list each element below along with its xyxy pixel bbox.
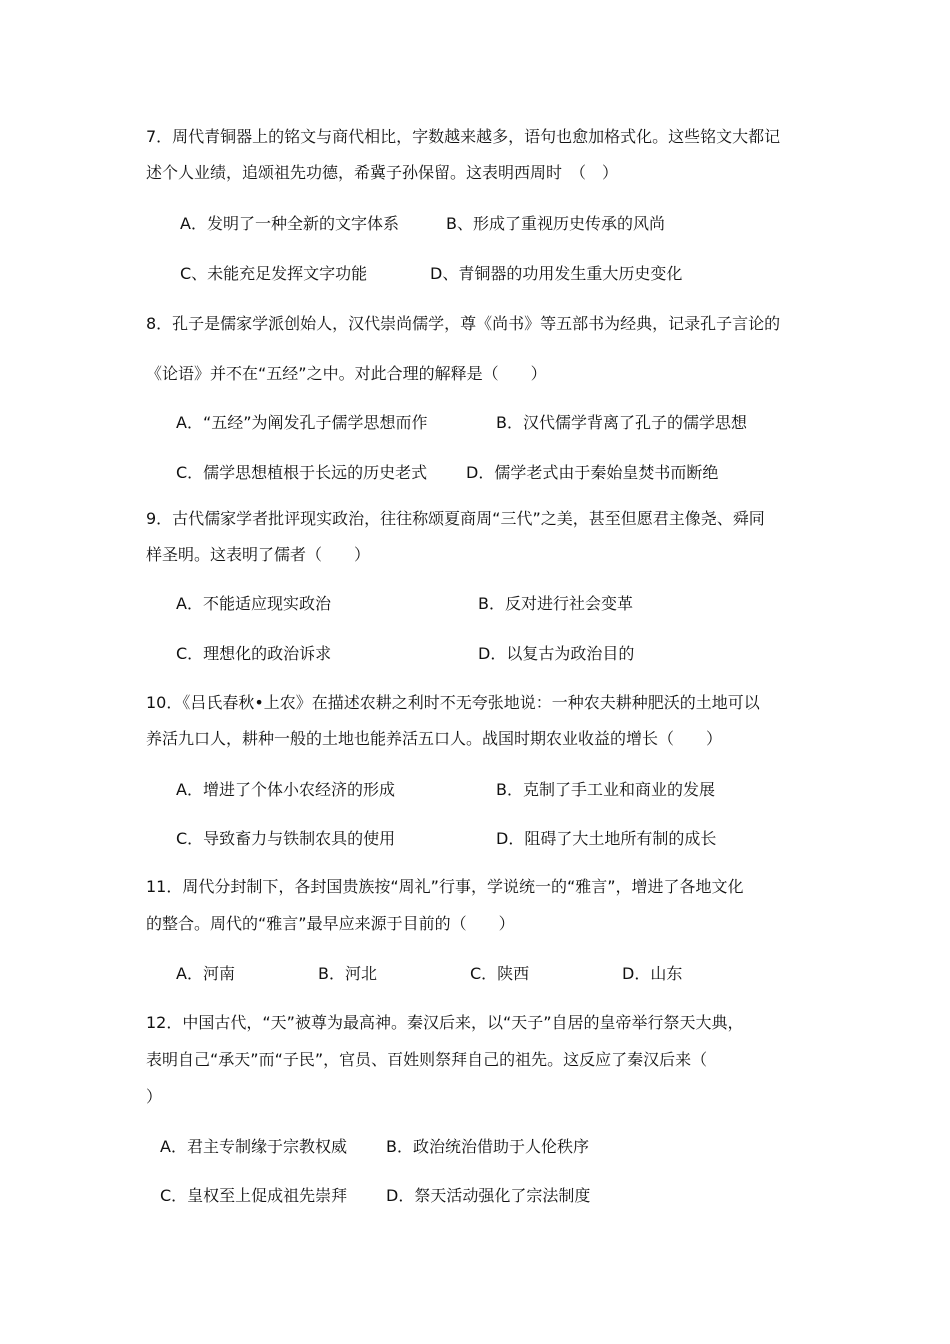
question-8-option-d: D．儒学老式由于秦始皇焚书而断绝 xyxy=(466,463,719,482)
question-9-option-c: C．理想化的政治诉求 xyxy=(176,644,332,663)
question-8-option-b: B．汉代儒学背离了孔子的儒学思想 xyxy=(496,413,747,432)
question-10-option-d: D．阻碍了大土地所有制的成长 xyxy=(496,829,717,848)
question-8-option-c: C．儒学思想植根于长远的历史老式 xyxy=(176,463,428,482)
question-12-option-c: C．皇权至上促成祖先崇拜 xyxy=(160,1186,348,1205)
question-9-line-2: 样圣明。这表明了儒者（ ） xyxy=(146,545,371,564)
question-12-line-1: 12．中国古代，“天”被尊为最高神。秦汉后来，以“天子”自居的皇帝举行祭天大典， xyxy=(146,1013,744,1032)
question-11-line-1: 11．周代分封制下，各封国贵族按“周礼”行事，学说统一的“雅言”，增进了各地文化 xyxy=(146,877,744,896)
question-10-line-1: 10．《吕氏春秋•上农》在描述农耕之利时不无夸张地说：一种农夫耕种肥沃的土地可以 xyxy=(146,693,760,712)
question-10-line-2: 养活九口人，耕种一般的土地也能养活五口人。战国时期农业收益的增长（ ） xyxy=(146,729,723,748)
question-12-option-d: D．祭天活动强化了宗法制度 xyxy=(386,1186,591,1205)
question-10-option-c: C．导致畜力与铁制农具的使用 xyxy=(176,829,396,848)
question-8-option-a: A．“五经”为阐发孔子儒学思想而作 xyxy=(176,413,428,432)
question-7-line-2: 述个人业绩，追颂祖先功德，希冀子孙保留。这表明西周时 （ ） xyxy=(146,163,619,182)
question-8-line-1: 8．孔子是儒家学派创始人，汉代崇尚儒学，尊《尚书》等五部书为经典，记录孔子言论的 xyxy=(146,314,781,333)
question-11-option-d: D．山东 xyxy=(622,964,683,983)
question-7-option-a: A．发明了一种全新的文字体系 xyxy=(180,214,399,233)
question-12-option-b: B．政治统治借助于人伦秩序 xyxy=(386,1137,589,1156)
question-10-option-a: A．增进了个体小农经济的形成 xyxy=(176,780,395,799)
question-11-option-a: A．河南 xyxy=(176,964,235,983)
question-9-option-a: A．不能适应现实政治 xyxy=(176,594,331,613)
question-9-option-d: D．以复古为政治目的 xyxy=(478,644,635,663)
question-8-line-2: 《论语》并不在“五经”之中。对此合理的解释是（ ） xyxy=(146,364,547,383)
question-7-line-1: 7．周代青铜器上的铭文与商代相比，字数越来越多，语句也愈加格式化。这些铭文大都记 xyxy=(146,127,781,146)
question-7-option-b: B、形成了重视历史传承的风尚 xyxy=(446,214,665,233)
question-11-option-b: B．河北 xyxy=(318,964,377,983)
question-7-option-d: D、青铜器的功用发生重大历史变化 xyxy=(430,264,683,283)
question-12-line-2: 表明自己“承天”而“子民”，官员、百姓则祭拜自己的祖先。这反应了秦汉后来（ xyxy=(146,1050,708,1069)
question-10-option-b: B．克制了手工业和商业的发展 xyxy=(496,780,715,799)
question-12-option-a: A．君主专制缘于宗教权威 xyxy=(160,1137,347,1156)
question-9-option-b: B．反对进行社会变革 xyxy=(478,594,633,613)
question-12-line-3: ） xyxy=(146,1087,163,1106)
question-11-line-2: 的整合。周代的“雅言”最早应来源于目前的（ ） xyxy=(146,914,515,933)
question-7-option-c: C、未能充足发挥文字功能 xyxy=(180,264,368,283)
question-9-line-1: 9．古代儒家学者批评现实政治，往往称颂夏商周“三代”之美，甚至但愿君主像尧、舜同 xyxy=(146,509,765,528)
question-11-option-c: C．陕西 xyxy=(470,964,530,983)
